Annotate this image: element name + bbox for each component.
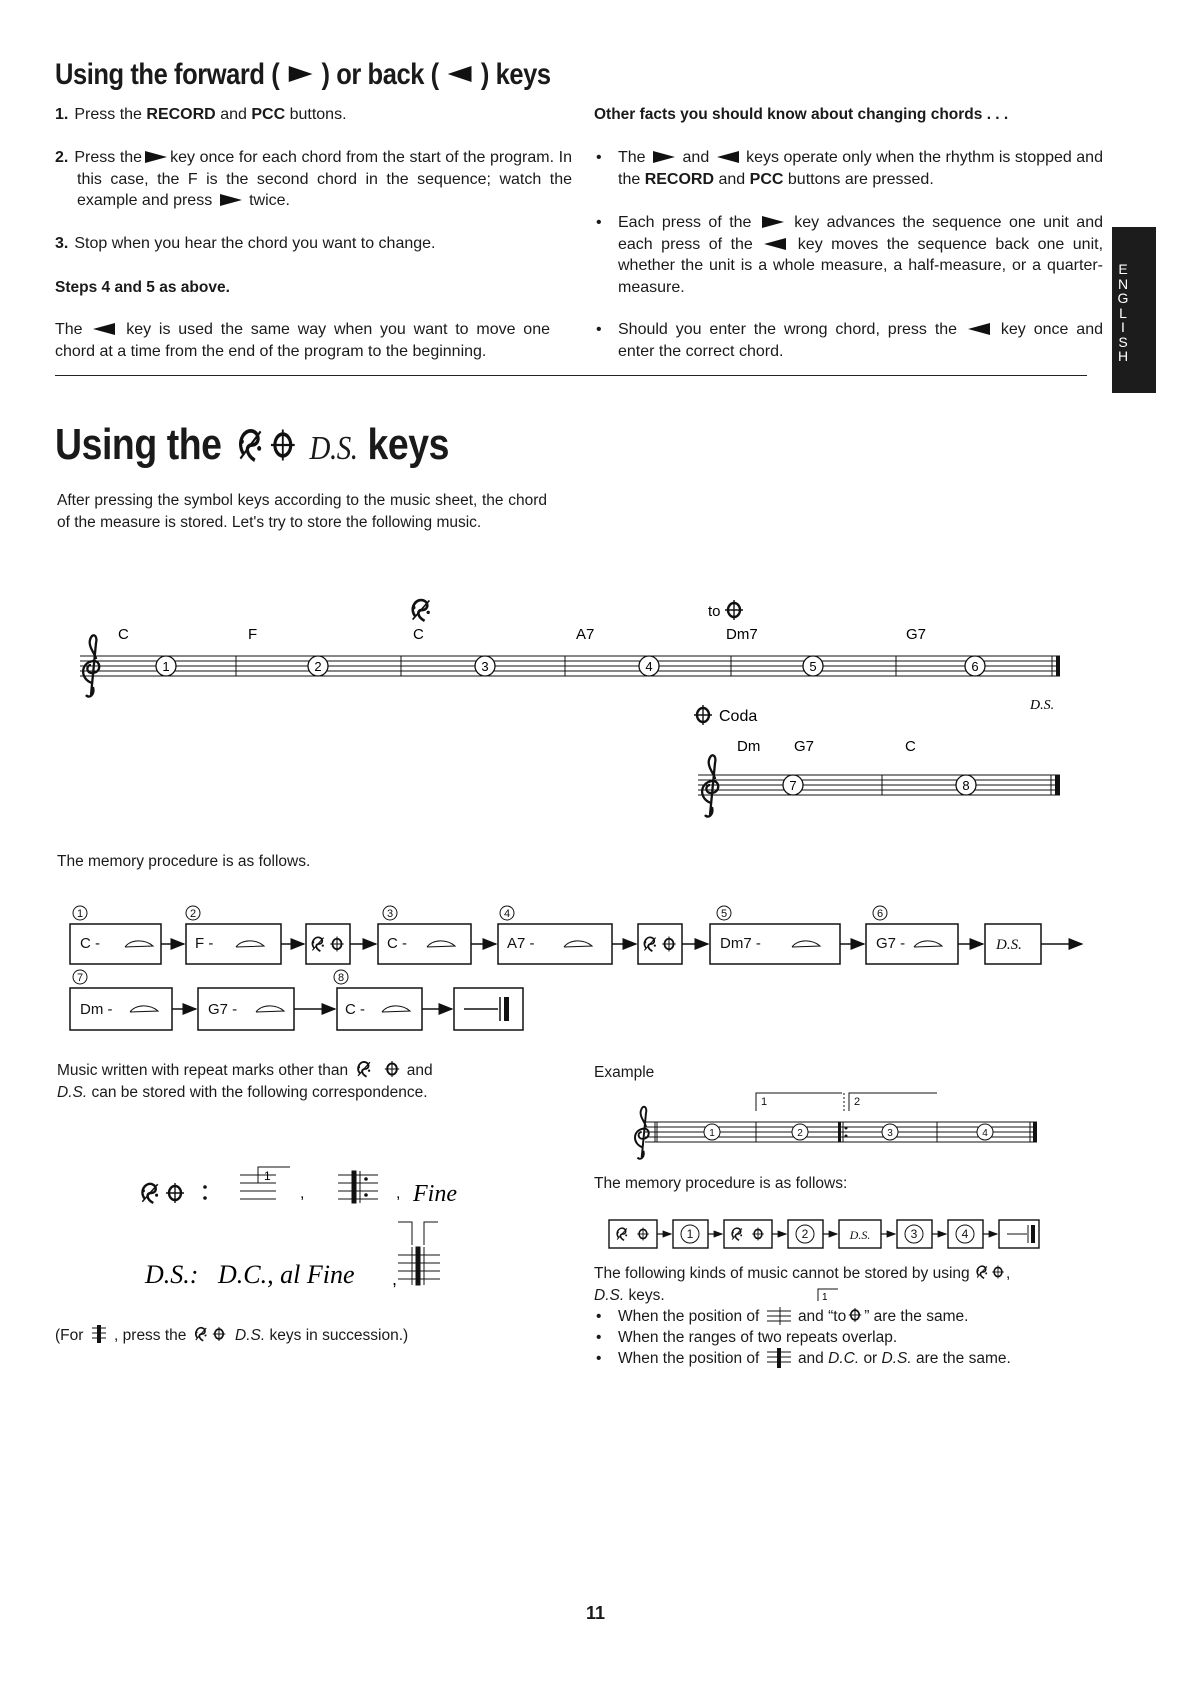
first-ending-icon bbox=[764, 1307, 794, 1325]
main-score bbox=[60, 595, 1070, 710]
coda-icon bbox=[725, 600, 743, 620]
procedure-label: Dm7 - bbox=[720, 935, 761, 952]
text: and bbox=[682, 149, 710, 166]
text: ” are the same. bbox=[864, 1308, 969, 1325]
chord-label: A7 bbox=[576, 626, 595, 643]
text: key advances the sequence one unit and each press of the bbox=[618, 214, 1103, 253]
sequence-number: 2 bbox=[801, 1227, 809, 1241]
coda-label: Coda bbox=[719, 708, 758, 725]
step-number: 5 bbox=[720, 908, 728, 920]
step-number: 6 bbox=[876, 908, 884, 920]
measure-number: 2 bbox=[314, 659, 322, 674]
coda-icon bbox=[752, 1228, 764, 1241]
tab-letter: G bbox=[1117, 290, 1129, 306]
tab-letter: L bbox=[1119, 304, 1127, 321]
chord-label: F bbox=[248, 626, 258, 643]
section2-heading bbox=[55, 420, 449, 470]
step-number: 1 bbox=[76, 908, 84, 920]
segno-coda-icon bbox=[974, 1263, 1006, 1281]
ending-number: 1 bbox=[264, 1169, 271, 1183]
ds-label: D.S. bbox=[594, 1286, 625, 1304]
procedure-label: G7 - bbox=[208, 1001, 238, 1018]
step-3 bbox=[55, 233, 572, 255]
segno-icon bbox=[617, 1228, 627, 1240]
rest-arc-icon bbox=[125, 941, 153, 947]
forward-arrow-icon bbox=[653, 151, 675, 163]
rest-arc-icon bbox=[914, 941, 942, 947]
procedure-label: F - bbox=[195, 935, 214, 952]
dc-label: D.C. bbox=[828, 1350, 860, 1367]
svg-text:,: , bbox=[396, 1185, 401, 1202]
heading-text: Using the bbox=[55, 420, 222, 469]
segno-icon bbox=[142, 1184, 158, 1203]
fact-2 bbox=[594, 212, 1103, 298]
ds-label: D.S. bbox=[309, 430, 358, 467]
tab-letter: S bbox=[1118, 333, 1128, 350]
procedure-label: G7 - bbox=[876, 935, 906, 952]
forward-arrow-icon bbox=[288, 66, 312, 82]
text: Music written with repeat marks other than bbox=[57, 1062, 349, 1079]
chord-label: C bbox=[905, 738, 916, 755]
text: can be stored with the following correspondence. bbox=[91, 1083, 428, 1101]
rest-arc-icon bbox=[236, 941, 264, 947]
example-score bbox=[625, 1085, 1045, 1160]
repeat-mark-icon bbox=[764, 1348, 794, 1368]
correspondence-diagram bbox=[130, 1135, 490, 1305]
ending-number: 1 bbox=[822, 1292, 828, 1301]
pcc-label: PCC bbox=[749, 170, 784, 188]
text: , press the bbox=[114, 1327, 187, 1344]
segno-icon bbox=[312, 937, 324, 951]
measure-number: 7 bbox=[789, 778, 797, 793]
for-note bbox=[55, 1323, 408, 1347]
ending-number: 1 bbox=[761, 1096, 768, 1108]
text: keys. bbox=[628, 1286, 665, 1304]
pcc-label: PCC bbox=[251, 106, 286, 123]
text: Other facts you should know about changing chords . . . bbox=[594, 106, 1009, 123]
measure-number: 6 bbox=[971, 659, 979, 674]
repeat-marks-text bbox=[57, 1060, 547, 1103]
step-number: 7 bbox=[76, 972, 84, 984]
procedure-label: C - bbox=[345, 1001, 365, 1018]
cannot-bullet-2 bbox=[594, 1327, 1118, 1349]
ds-label: D.S. bbox=[849, 1228, 871, 1242]
rest-arc-icon bbox=[256, 1006, 284, 1012]
chord-label: C bbox=[118, 626, 129, 643]
rest-arc-icon bbox=[564, 941, 592, 947]
back-key-note bbox=[55, 319, 550, 362]
step-number: 3. bbox=[55, 235, 69, 252]
to-coda-label: to bbox=[708, 603, 721, 620]
step-number: 8 bbox=[337, 972, 345, 984]
text: key once and enter the correct chord. bbox=[618, 321, 1103, 360]
cannot-store-text: The following kinds of music cannot be stored by using , D.S. keys. bbox=[594, 1265, 1011, 1304]
measure-number: 5 bbox=[809, 659, 817, 674]
text: When the position of bbox=[618, 1350, 760, 1367]
sequence-number: 3 bbox=[910, 1227, 918, 1241]
end-mark-icon bbox=[1007, 1225, 1035, 1243]
chord-label: G7 bbox=[906, 626, 927, 643]
steps-4-5 bbox=[55, 277, 550, 299]
step-2 bbox=[55, 147, 572, 212]
step-number: 1. bbox=[55, 106, 69, 123]
text: twice. bbox=[249, 192, 290, 209]
chord-label: G7 bbox=[794, 738, 815, 755]
tab-letter: E bbox=[1118, 261, 1128, 277]
step-number: 3 bbox=[386, 908, 394, 920]
treble-clef-icon bbox=[635, 1107, 649, 1159]
measure-number: 4 bbox=[645, 659, 653, 674]
measure-number: 8 bbox=[962, 778, 970, 793]
sequence-number: 4 bbox=[961, 1227, 969, 1241]
example-sequence bbox=[605, 1217, 1075, 1251]
text: Should you enter the wrong chord, press the bbox=[618, 321, 958, 338]
measure-number: 2 bbox=[797, 1128, 803, 1139]
coda-icon bbox=[166, 1183, 184, 1203]
text: The bbox=[618, 149, 646, 166]
record-label: RECORD bbox=[644, 170, 715, 188]
text: Press the bbox=[74, 149, 143, 166]
example-label bbox=[594, 1062, 654, 1084]
section1-heading bbox=[55, 58, 551, 92]
text: and bbox=[406, 1062, 433, 1079]
text: When the position of bbox=[618, 1308, 760, 1325]
coda-icon bbox=[637, 1228, 649, 1241]
memory-intro bbox=[57, 851, 310, 873]
step-number: 2 bbox=[189, 908, 197, 920]
section-divider bbox=[55, 375, 1087, 376]
procedure-label: C - bbox=[387, 935, 407, 952]
sequence-number: 1 bbox=[686, 1227, 694, 1241]
text: are the same. bbox=[916, 1350, 1011, 1367]
rest-arc-icon bbox=[792, 941, 820, 947]
measure-number: 1 bbox=[162, 659, 170, 674]
step-number: 2. bbox=[55, 149, 69, 166]
text: and bbox=[797, 1350, 824, 1367]
text: key once for each chord from the start of the program. In this case, the F is the second chord in the sequence; watch the example and press bbox=[77, 149, 572, 209]
heading-text: ) or back ( bbox=[321, 58, 439, 91]
coda-icon bbox=[694, 705, 712, 725]
ds-label: D.S. bbox=[57, 1083, 88, 1101]
text: buttons are pressed. bbox=[787, 170, 934, 188]
page-number: 11 bbox=[585, 1603, 606, 1623]
text: key is used the same way when you want to move one chord at a time from the end of the program to the beginning. bbox=[55, 321, 551, 360]
heading-text: ) keys bbox=[480, 58, 551, 91]
fact-3 bbox=[594, 319, 1103, 362]
ds-label: D.S.: bbox=[145, 1260, 199, 1289]
text: Steps 4 and 5 as above. bbox=[55, 279, 230, 296]
text: and “to bbox=[797, 1308, 847, 1325]
chord-label: Dm bbox=[737, 738, 761, 755]
ds-label: D.S. bbox=[235, 1327, 266, 1344]
step-1 bbox=[55, 104, 572, 126]
back-arrow-icon bbox=[717, 151, 739, 163]
segno-coda-icon bbox=[191, 1325, 231, 1343]
segno-icon bbox=[644, 937, 656, 951]
back-arrow-icon bbox=[968, 323, 990, 335]
text: and bbox=[718, 170, 746, 188]
text: The memory procedure is as follows. bbox=[57, 853, 311, 870]
measure-number: 4 bbox=[982, 1128, 988, 1139]
fact-1 bbox=[594, 147, 1103, 190]
procedure-label: A7 - bbox=[507, 935, 535, 952]
back-arrow-icon bbox=[93, 323, 115, 335]
text: The following kinds of music cannot be stored by using bbox=[594, 1265, 970, 1282]
double-repeat-icon bbox=[398, 1222, 440, 1285]
svg-text:,: , bbox=[300, 1185, 305, 1202]
measure-number: 1 bbox=[709, 1128, 715, 1139]
tab-letter: N bbox=[1117, 275, 1129, 292]
chord-label: C bbox=[413, 626, 424, 643]
measure-number: 3 bbox=[481, 659, 489, 674]
text: When the ranges of two repeats overlap. bbox=[618, 1329, 898, 1346]
heading-text: Using the forward ( bbox=[55, 58, 280, 91]
facts-title bbox=[594, 104, 1008, 126]
segno-icon bbox=[732, 1228, 742, 1240]
rest-arc-icon bbox=[427, 941, 455, 947]
text: key moves the sequence back one unit, whether the unit is a whole measure, a half-measure, or a quarter-measure. bbox=[618, 235, 1104, 296]
rest-arc-icon bbox=[382, 1006, 410, 1012]
text: (For bbox=[55, 1327, 84, 1344]
text: buttons. bbox=[289, 106, 347, 123]
text: or bbox=[863, 1350, 878, 1367]
procedure-label: Dm - bbox=[80, 1001, 113, 1018]
coda-icon bbox=[662, 937, 676, 952]
svg-text:,: , bbox=[392, 1269, 398, 1289]
back-arrow-icon bbox=[448, 66, 472, 82]
text: The bbox=[55, 321, 83, 338]
coda-icon bbox=[330, 937, 344, 952]
forward-arrow-icon bbox=[220, 194, 242, 206]
segno-coda-icon bbox=[232, 425, 300, 465]
step-number: 4 bbox=[503, 908, 511, 920]
heading-text: keys bbox=[367, 420, 450, 469]
record-label: RECORD bbox=[146, 106, 216, 123]
tab-letter: H bbox=[1117, 348, 1129, 364]
segno-icon bbox=[412, 600, 430, 621]
end-mark-icon bbox=[464, 997, 509, 1021]
dc-al-fine-label: D.C., al Fine bbox=[218, 1260, 355, 1289]
procedure-label: C - bbox=[80, 935, 100, 952]
fine-label: Fine bbox=[413, 1181, 457, 1207]
text: Press the bbox=[74, 106, 142, 123]
coda-score bbox=[690, 705, 1070, 830]
ds-label: D.S. bbox=[881, 1350, 912, 1367]
text: Example bbox=[594, 1064, 655, 1081]
tab-letter: I bbox=[1121, 319, 1125, 335]
segno-coda-icon bbox=[352, 1060, 402, 1078]
text: Each press of the bbox=[618, 214, 752, 231]
text: and bbox=[220, 106, 247, 123]
cannot-bullet-1 bbox=[594, 1306, 1118, 1328]
section2-intro bbox=[57, 490, 547, 533]
language-tab-text bbox=[1117, 262, 1129, 364]
chord-label: Dm7 bbox=[726, 626, 758, 643]
measure-number: 3 bbox=[887, 1128, 893, 1139]
ds-label: D.S. bbox=[996, 937, 1022, 953]
back-arrow-icon bbox=[764, 238, 786, 250]
text: After pressing the symbol keys according to the music sheet, the chord of the measure is stored. Let's try to store the following music. bbox=[57, 492, 547, 531]
first-ending-icon bbox=[814, 1287, 844, 1301]
text: keys in succession.) bbox=[269, 1327, 409, 1344]
example-memory bbox=[594, 1173, 847, 1195]
text: The memory procedure is as follows: bbox=[594, 1175, 848, 1192]
procedure-diagram bbox=[60, 898, 1090, 1038]
coda-icon bbox=[846, 1306, 864, 1324]
repeat-start-icon bbox=[338, 1171, 378, 1203]
text: keys operate only when the rhythm is stopped and the bbox=[618, 149, 1103, 188]
forward-arrow-icon bbox=[145, 151, 167, 163]
forward-arrow-icon bbox=[762, 216, 784, 228]
text: Stop when you hear the chord you want to change. bbox=[74, 235, 436, 252]
treble-clef-icon bbox=[702, 755, 718, 816]
ending-number: 2 bbox=[854, 1096, 861, 1108]
ds-mark: D.S. bbox=[1030, 698, 1055, 710]
repeat-mark-icon bbox=[88, 1323, 110, 1345]
rest-arc-icon bbox=[130, 1006, 158, 1012]
cannot-bullet-3 bbox=[594, 1348, 1118, 1370]
